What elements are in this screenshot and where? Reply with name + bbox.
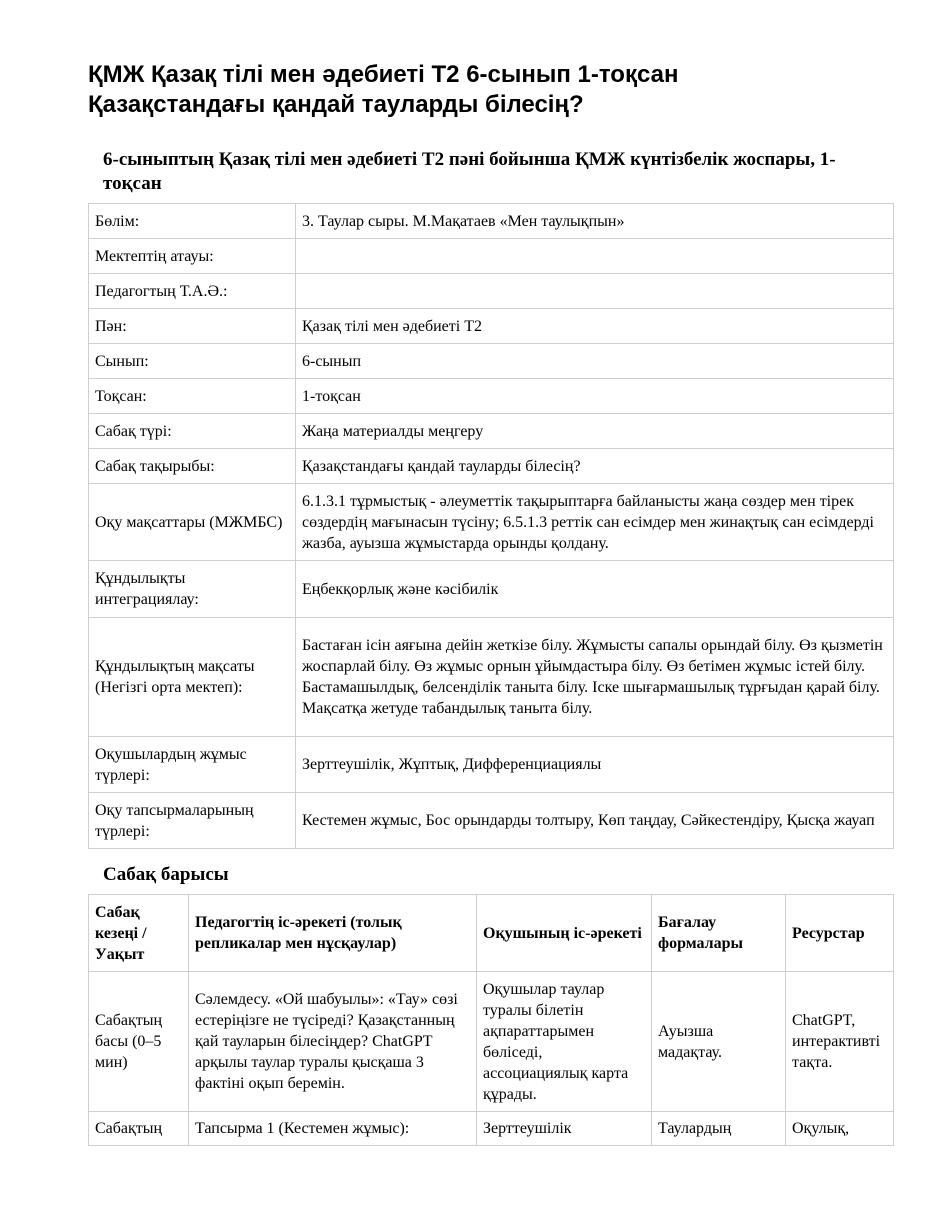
info-label: Оқушылардың жұмыс түрлері:	[89, 737, 296, 793]
info-value: 6-сынып	[296, 344, 894, 379]
info-row	[89, 737, 894, 793]
info-label: Оқу тапсырмаларының түрлері:	[89, 793, 296, 849]
info-value: Қазақ тілі мен әдебиеті Т2	[296, 309, 894, 344]
lesson-cell: Ауызша мадақтау.	[652, 972, 786, 1112]
lesson-header-cell: Педагогтің іс-әрекеті (толық репликалар мен нұсқаулар)	[189, 895, 477, 972]
info-row	[89, 274, 894, 309]
info-row	[89, 239, 894, 274]
lesson-cell: Сабақтың	[89, 1112, 189, 1146]
info-row	[89, 379, 894, 414]
lesson-header-cell: Бағалау формалары	[652, 895, 786, 972]
lesson-header-row	[89, 895, 894, 972]
lesson-header-cell: Ресурстар	[786, 895, 894, 972]
lesson-flow-table	[88, 894, 894, 1146]
info-row	[89, 484, 894, 561]
lesson-row	[89, 1112, 894, 1146]
lesson-cell: Оқулық,	[786, 1112, 894, 1146]
info-row	[89, 618, 894, 737]
lesson-cell: Тапсырма 1 (Кестемен жұмыс):	[189, 1112, 477, 1146]
document-title	[88, 60, 868, 120]
info-value	[296, 239, 894, 274]
info-label: Тоқсан:	[89, 379, 296, 414]
info-row	[89, 344, 894, 379]
info-row	[89, 561, 894, 618]
info-row	[89, 449, 894, 484]
plan-info-table	[88, 203, 894, 849]
info-label: Құндылықтың мақсаты (Негізгі орта мектеп):	[89, 618, 296, 737]
info-value: 3. Таулар сыры. М.Мақатаев «Мен таулықпын»	[296, 204, 894, 239]
lesson-cell: Сәлемдесу. «Ой шабуылы»: «Тау» сөзі естеріңізге не түсіреді? Қазақстанның қай тауларын білесіңдер? ChatGPT арқылы таулар туралы қысқаша 3 фактіні оқып беремін.	[189, 972, 477, 1112]
info-value: Бастаған ісін аяғына дейін жеткізе білу. Жұмысты сапалы орындай білу. Өз қызметін жоспарлай білу. Өз жұмыс орнын ұйымдастыра білу. Өз бетімен жұмыс істей білу. Бастамашылдық, белсенділік таныта білу. Іске шығармашылық тұрғыдан қарай білу. Мақсатқа жетуде табандылық таныта білу.	[296, 618, 894, 737]
info-row	[89, 793, 894, 849]
info-value: 6.1.3.1 тұрмыстық - әлеуметтік тақырыптарға байланысты жаңа сөздер мен тірек сөздердің мағынасын түсіну; 6.5.1.3 реттік сан есімдер мен жинақтық сан есімдерді жазба, ауызша жұмыстарда орынды қолдану.	[296, 484, 894, 561]
lesson-row	[89, 972, 894, 1112]
info-label: Пән:	[89, 309, 296, 344]
info-value: Зерттеушілік, Жұптық, Дифференциациялы	[296, 737, 894, 793]
info-value: Қазақстандағы қандай тауларды білесің?	[296, 449, 894, 484]
info-label: Сынып:	[89, 344, 296, 379]
info-label: Оқу мақсаттары (МЖМБС)	[89, 484, 296, 561]
lesson-cell: Зерттеушілік	[477, 1112, 652, 1146]
info-label: Бөлім:	[89, 204, 296, 239]
lesson-cell: Оқушылар таулар туралы білетін ақпараттарымен бөліседі, ассоциациялық карта құрады.	[477, 972, 652, 1112]
lesson-header-cell: Оқушының іс-әрекеті	[477, 895, 652, 972]
plan-heading: 6-сыныптың Қазақ тілі мен әдебиеті Т2 пәні бойынша ҚМЖ күнтізбелік жоспары, 1-тоқсан	[103, 149, 836, 194]
info-row	[89, 414, 894, 449]
lesson-heading: Сабақ барысы	[103, 864, 229, 885]
info-value: 1-тоқсан	[296, 379, 894, 414]
info-row	[89, 204, 894, 239]
info-value: Еңбекқорлық және кәсібилік	[296, 561, 894, 618]
lesson-cell: Таулардың	[652, 1112, 786, 1146]
info-value: Жаңа материалды меңгеру	[296, 414, 894, 449]
lesson-cell: ChatGPT, интерактивті тақта.	[786, 972, 894, 1112]
info-value: Кестемен жұмыс, Бос орындарды толтыру, Көп таңдау, Сәйкестендіру, Қысқа жауап	[296, 793, 894, 849]
info-label: Мектептің атауы:	[89, 239, 296, 274]
info-label: Сабақ түрі:	[89, 414, 296, 449]
info-label: Құндылықты интеграциялау:	[89, 561, 296, 618]
title-line-1: ҚМЖ Қазақ тілі мен әдебиеті Т2 6-сынып 1-тоқсан	[88, 61, 679, 88]
info-label: Сабақ тақырыбы:	[89, 449, 296, 484]
lesson-header-cell: Сабақ кезеңі / Уақыт	[89, 895, 189, 972]
info-value	[296, 274, 894, 309]
info-label: Педагогтың Т.А.Ә.:	[89, 274, 296, 309]
info-row	[89, 309, 894, 344]
lesson-cell: Сабақтың басы (0–5 мин)	[89, 972, 189, 1112]
title-line-2: Қазақстандағы қандай тауларды білесің?	[88, 91, 584, 118]
